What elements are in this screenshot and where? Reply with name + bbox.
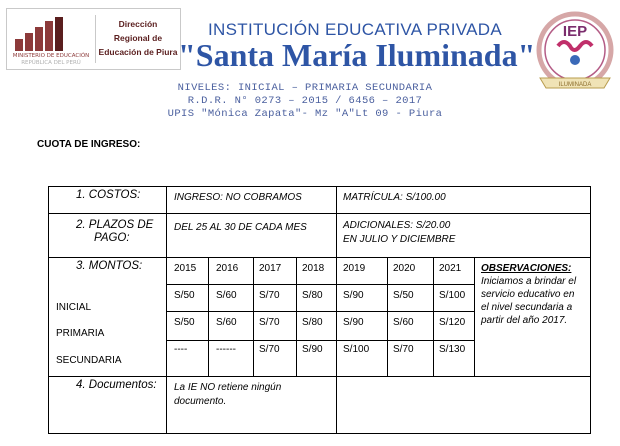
grid-line [208, 257, 209, 376]
row-divider [48, 213, 591, 214]
institution-type: INSTITUCIÓN EDUCATIVA PRIVADA [208, 20, 502, 39]
adicionales-value: ADICIONALES: S/20.00 [343, 220, 451, 231]
year-header: 2019 [343, 263, 366, 274]
level-primaria: PRIMARIA [56, 328, 105, 339]
fee-cell: S/70 [259, 290, 280, 301]
documentos-text: La IE NO retiene ningún [174, 382, 282, 393]
fee-cell: S/80 [302, 317, 323, 328]
year-header: 2017 [259, 263, 282, 274]
documentos-label: 4. Documentos: [76, 379, 157, 391]
table-border [590, 186, 591, 434]
grid-line [387, 257, 388, 376]
fee-cell: S/100 [439, 290, 466, 301]
fee-cell: S/50 [393, 290, 414, 301]
year-header: 2018 [302, 263, 325, 274]
grid-line [433, 257, 434, 376]
crest-banner: ILUMINADA [558, 82, 592, 88]
fee-cell: S/80 [302, 290, 323, 301]
grid-line [166, 340, 474, 341]
fee-cell: S/100 [343, 344, 370, 355]
plazos-label-2: PAGO: [94, 232, 130, 244]
fee-cell: S/90 [302, 344, 323, 355]
table-border [48, 186, 591, 187]
fee-cell: S/130 [439, 344, 466, 355]
adicionales-note: EN JULIO Y DICIEMBRE [343, 234, 456, 245]
fee-cell: S/120 [439, 317, 466, 328]
observaciones-text: Iniciamos a brindar el [481, 276, 577, 287]
plazos-label: 2. PLAZOS DE [76, 219, 154, 231]
costos-label: 1. COSTOS: [76, 189, 141, 201]
fees-table [48, 186, 591, 434]
ministry-logo [6, 8, 181, 70]
fee-cell: ------ [216, 344, 236, 355]
school-name: "Santa María Iluminada" [178, 37, 536, 73]
documentos-text-2: documento. [174, 396, 227, 407]
section-title: CUOTA DE INGRESO: [37, 139, 141, 150]
logo-divider [95, 15, 96, 63]
dre-label: Dirección Regional de Educación de Piura [98, 19, 178, 57]
observaciones-title: OBSERVACIONES: [481, 263, 572, 274]
grid-line [253, 257, 254, 376]
row-divider [48, 257, 591, 258]
fee-cell: S/70 [393, 344, 414, 355]
fee-cell: S/70 [259, 344, 280, 355]
table-border [48, 433, 591, 434]
levels-line: NIVELES: INICIAL – PRIMARIA SECUNDARIA [177, 82, 433, 94]
grid-line [296, 257, 297, 376]
fee-cell: S/50 [174, 317, 195, 328]
grid-line [474, 257, 475, 376]
level-inicial: INICIAL [56, 302, 92, 313]
column-divider [166, 186, 167, 434]
school-crest-icon [534, 6, 616, 98]
fee-cell: S/50 [174, 290, 195, 301]
year-header: 2020 [393, 263, 416, 274]
column-divider [336, 186, 337, 434]
montos-label: 3. MONTOS: [76, 260, 143, 272]
fee-cell: S/60 [216, 317, 237, 328]
year-header: 2021 [439, 263, 462, 274]
rdr-line: R.D.R. N° 0273 – 2015 / 6456 – 2017 [187, 95, 423, 107]
grid-line [166, 311, 474, 312]
ingreso-value: INGRESO: NO COBRAMOS [174, 192, 302, 203]
fee-cell: S/60 [216, 290, 237, 301]
crest-letters: IEP [562, 23, 588, 40]
grid-line [166, 284, 474, 285]
row-divider [48, 376, 591, 377]
fee-cell: S/90 [343, 290, 364, 301]
ministry-label: MINISTERIO DE EDUCACIÓN REPÚBLICA DEL PERÚ [12, 53, 90, 66]
fee-cell: S/60 [393, 317, 414, 328]
address-line: UPIS "Mónica Zapata"- Mz "A"Lt 09 - Piura [167, 108, 443, 120]
fee-cell: ---- [174, 344, 188, 355]
observaciones-text: el nivel secundaria a [481, 302, 573, 313]
plazos-fecha: DEL 25 AL 30 DE CADA MES [174, 222, 307, 233]
level-secundaria: SECUNDARIA [56, 355, 122, 366]
matricula-value: MATRÍCULA: S/100.00 [343, 192, 446, 203]
ministry-bars-icon [15, 17, 71, 51]
year-header: 2015 [174, 263, 197, 274]
observaciones-text: servicio educativo en [481, 289, 575, 300]
fee-cell: S/70 [259, 317, 280, 328]
year-header: 2016 [216, 263, 239, 274]
table-border [48, 186, 49, 434]
fee-cell: S/90 [343, 317, 364, 328]
observaciones-text: partir del año 2017. [481, 315, 568, 326]
